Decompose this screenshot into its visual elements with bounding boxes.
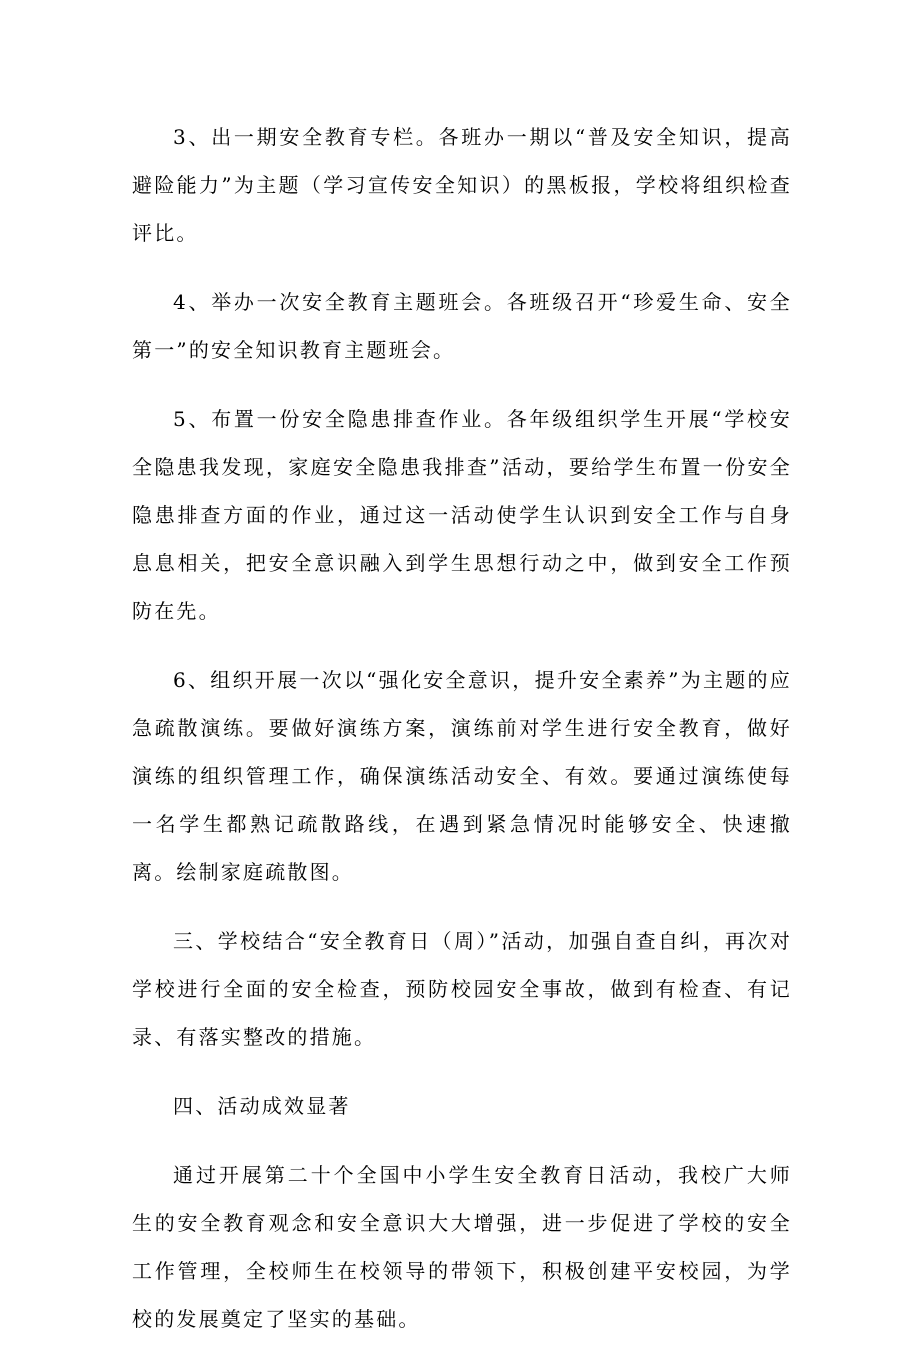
paragraph-item-5: 5、布置一份安全隐患排查作业。各年级组织学生开展“学校安全隐患我发现，家庭安全隐患我排查”活动，要给学生布置一份安全隐患排查方面的作业，通过这一活动使学生认识到安全工作与自身息息相关，把安全意识融入到学生思想行动之中，做到安全工作预防在先。	[132, 407, 792, 623]
paragraph-item-3: 3、出一期安全教育专栏。各班办一期以“普及安全知识，提高避险能力”为主题（学习宣传安全知识）的黑板报，学校将组织检查评比。	[132, 125, 792, 245]
paragraph-item-6: 6、组织开展一次以“强化安全意识，提升安全素养”为主题的应急疏散演练。要做好演练方案，演练前对学生进行安全教育，做好演练的组织管理工作，确保演练活动安全、有效。要通过演练使每一名学生都熟记疏散路线，在遇到紧急情况时能够安全、快速撤离。绘制家庭疏散图。	[132, 668, 792, 884]
section-heading-four: 四、活动成效显著	[173, 1094, 351, 1118]
paragraph-item-4: 4、举办一次安全教育主题班会。各班级召开“珍爱生命、安全第一”的安全知识教育主题班会。	[132, 290, 792, 362]
document-body	[132, 113, 792, 1364]
paragraph-conclusion: 通过开展第二十个全国中小学生安全教育日活动，我校广大师生的安全教育观念和安全意识大大增强，进一步促进了学校的安全工作管理，全校师生在校领导的带领下，积极创建平安校园，为学校的发展奠定了坚实的基础。	[132, 1163, 792, 1331]
paragraph-section-three: 三、学校结合“安全教育日（周）”活动，加强自查自纠，再次对学校进行全面的安全检查，预防校园安全事故，做到有检查、有记录、有落实整改的措施。	[132, 929, 792, 1049]
